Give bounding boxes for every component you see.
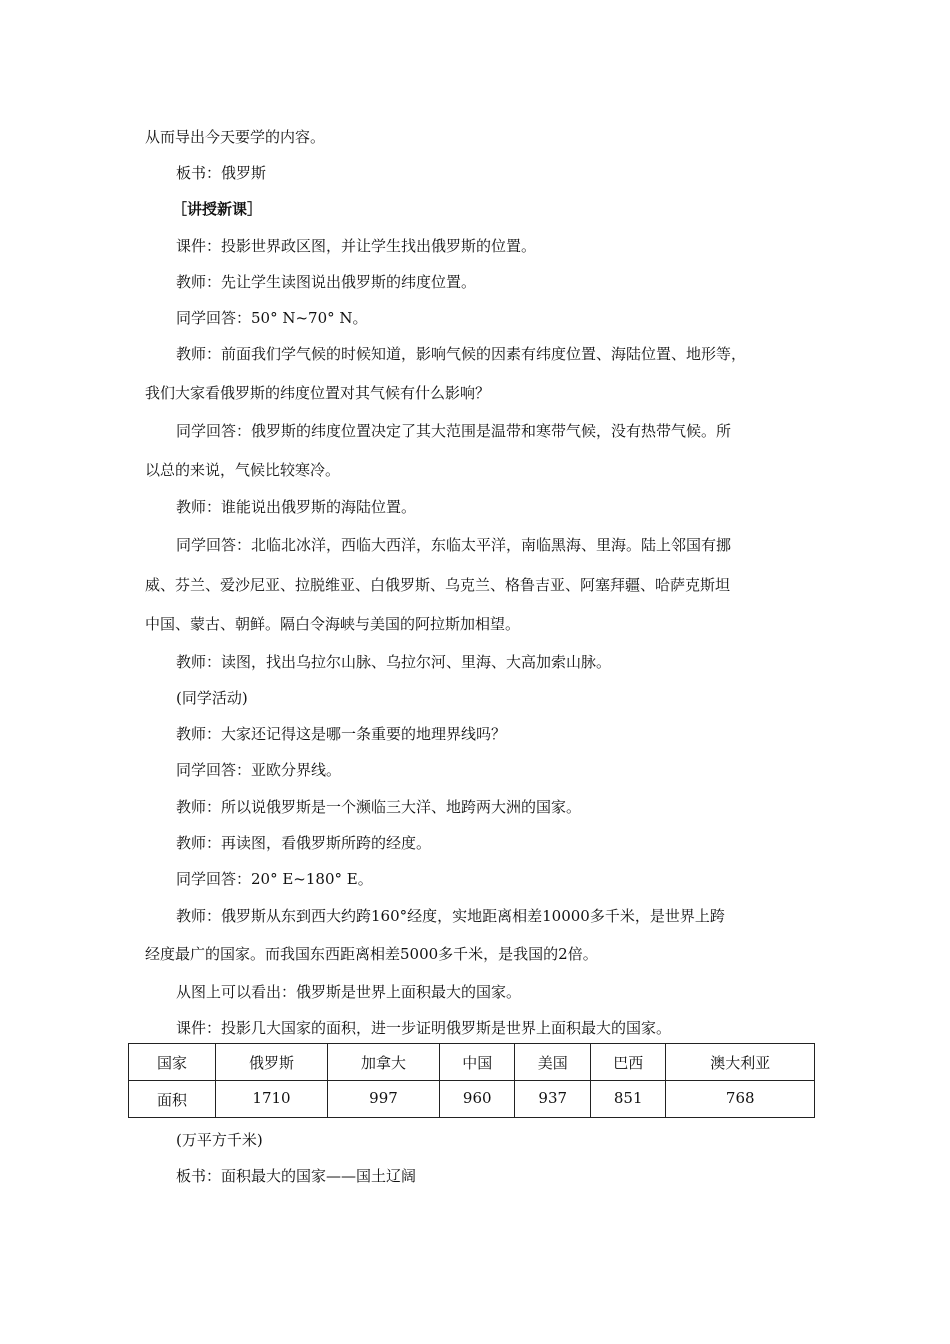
section-heading-new-lesson: ［讲授新课］ [172, 200, 263, 218]
paragraph-courseware-area: 课件：投影几大国家的面积，进一步证明俄罗斯是世界上面积最大的国家。 [176, 1019, 672, 1037]
board-note-vast-territory: 板书：面积最大的国家——国土辽阔 [176, 1167, 417, 1185]
paragraph-courseware-map: 课件：投影世界政区图，并让学生找出俄罗斯的位置。 [176, 237, 537, 255]
paragraph-student-climate-1: 同学回答：俄罗斯的纬度位置决定了其大范围是温带和寒带气候，没有热带气候。所 [176, 422, 732, 440]
paragraph-teacher-span-1: 教师：俄罗斯从东到西大约跨160°经度，实地距离相差10000多千米，是世界上跨 [176, 907, 725, 925]
paragraph-teacher-longitude: 教师：再读图，看俄罗斯所跨的经度。 [176, 834, 432, 852]
table-header-country: 国家 [129, 1044, 216, 1081]
paragraph-intro-end: 从而导出今天要学的内容。 [145, 128, 326, 146]
paragraph-student-longitude: 同学回答：20° E~180° E。 [176, 870, 373, 888]
paragraph-teacher-mountains: 教师：读图，找出乌拉尔山脉、乌拉尔河、里海、大高加索山脉。 [176, 653, 612, 671]
table-cell-area: 960 [440, 1081, 515, 1118]
paragraph-student-climate-2: 以总的来说，气候比较寒冷。 [145, 461, 341, 479]
paragraph-student-latitude: 同学回答：50° N~70° N。 [176, 309, 368, 327]
table-cell-area: 768 [666, 1081, 815, 1118]
table-cell-country: 美国 [515, 1044, 590, 1081]
table-cell-area: 851 [590, 1081, 665, 1118]
table-row [129, 1044, 815, 1081]
country-area-table [128, 1043, 815, 1118]
paragraph-teacher-oceans-continents: 教师：所以说俄罗斯是一个濒临三大洋、地跨两大洲的国家。 [176, 798, 582, 816]
table-cell-area: 1710 [216, 1081, 328, 1118]
table-cell-country: 巴西 [590, 1044, 665, 1081]
table-row [129, 1081, 815, 1118]
paragraph-student-neighbors-2: 威、芬兰、爱沙尼亚、拉脱维亚、白俄罗斯、乌克兰、格鲁吉亚、阿塞拜疆、哈萨克斯坦 [145, 576, 731, 594]
paragraph-largest-country: 从图上可以看出：俄罗斯是世界上面积最大的国家。 [176, 983, 522, 1001]
paragraph-student-neighbors-1: 同学回答：北临北冰洋，西临大西洋，东临太平洋，南临黑海、里海。陆上邻国有挪 [176, 536, 732, 554]
paragraph-teacher-climate-2: 我们大家看俄罗斯的纬度位置对其气候有什么影响？ [145, 384, 491, 402]
paragraph-teacher-sea-land: 教师：谁能说出俄罗斯的海陆位置。 [176, 498, 417, 516]
table-cell-area: 997 [328, 1081, 440, 1118]
table-cell-country: 俄罗斯 [216, 1044, 328, 1081]
table-cell-country: 加拿大 [328, 1044, 440, 1081]
paragraph-student-boundary: 同学回答：亚欧分界线。 [176, 761, 342, 779]
table-cell-country: 澳大利亚 [666, 1044, 815, 1081]
paragraph-teacher-boundary: 教师：大家还记得这是哪一条重要的地理界线吗？ [176, 725, 507, 743]
paragraph-teacher-span-2: 经度最广的国家。而我国东西距离相差5000多千米，是我国的2倍。 [145, 945, 598, 963]
paragraph-teacher-latitude: 教师：先让学生读图说出俄罗斯的纬度位置。 [176, 273, 477, 291]
paragraph-area-unit: (万平方千米) [176, 1131, 263, 1149]
table-cell-area: 937 [515, 1081, 590, 1118]
paragraph-student-activity: (同学活动) [176, 689, 248, 707]
table-cell-country: 中国 [440, 1044, 515, 1081]
table-header-area: 面积 [129, 1081, 216, 1118]
paragraph-teacher-climate-1: 教师：前面我们学气候的时候知道，影响气候的因素有纬度位置、海陆位置、地形等， [176, 345, 747, 363]
board-note-russia: 板书：俄罗斯 [176, 164, 267, 182]
paragraph-student-neighbors-3: 中国、蒙古、朝鲜。隔白令海峡与美国的阿拉斯加相望。 [145, 615, 521, 633]
